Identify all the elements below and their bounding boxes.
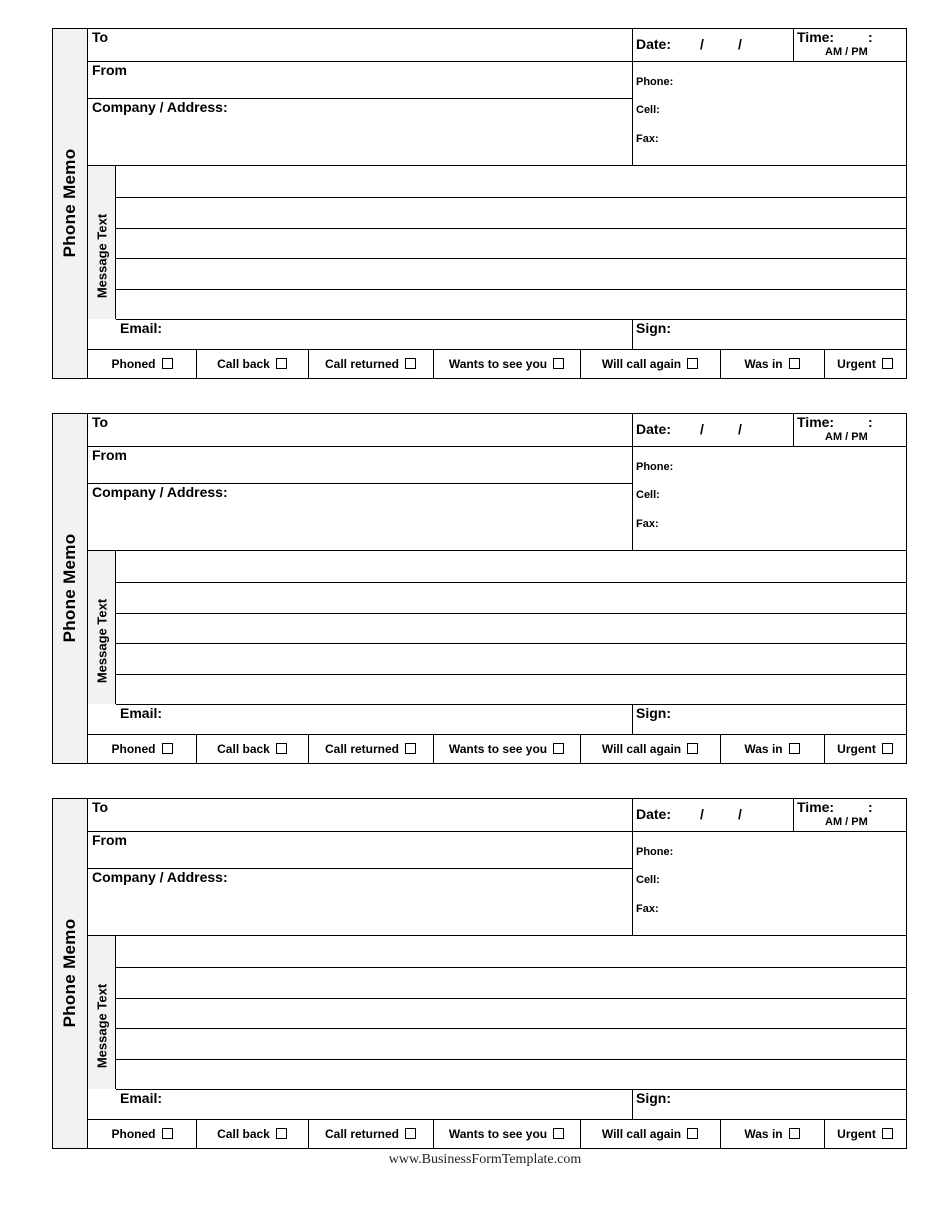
to-divider — [88, 61, 633, 62]
email-divider — [116, 1089, 906, 1090]
cell-field[interactable]: Cell: — [636, 104, 660, 116]
checkbox-label: Call back — [217, 1126, 270, 1141]
company-address-field[interactable]: Company / Address: — [92, 484, 228, 500]
to-field[interactable]: To — [92, 799, 109, 815]
checkbox-square-icon[interactable] — [405, 743, 416, 754]
header-bottom-divider — [88, 935, 906, 936]
header-bottom-divider — [88, 550, 906, 551]
date-divider — [632, 446, 906, 447]
header-bottom-divider — [88, 165, 906, 166]
checkbox-square-icon[interactable] — [276, 743, 287, 754]
from-field[interactable]: From — [92, 447, 127, 463]
checkbox-label: Call back — [217, 741, 270, 756]
checkbox-square-icon[interactable] — [882, 1128, 893, 1139]
to-divider — [88, 831, 633, 832]
time-separator: : — [868, 799, 873, 815]
checkbox-call-back[interactable] — [196, 1119, 308, 1148]
sign-field[interactable]: Sign: — [636, 1090, 671, 1106]
checkbox-square-icon[interactable] — [687, 1128, 698, 1139]
time-separator: : — [868, 29, 873, 45]
checkbox-square-icon[interactable] — [687, 743, 698, 754]
checkbox-label: Phoned — [111, 356, 156, 371]
checkbox-phoned[interactable] — [88, 349, 196, 378]
sign-divider — [632, 704, 633, 734]
checkbox-urgent[interactable] — [824, 1119, 906, 1148]
time-field[interactable]: Time: — [797, 29, 835, 45]
fax-field[interactable]: Fax: — [636, 518, 659, 530]
message-line — [116, 674, 906, 675]
am-pm-label: AM / PM — [825, 46, 868, 58]
message-line — [116, 1059, 906, 1060]
checkbox-label: Will call again — [601, 356, 682, 371]
date-field[interactable]: Date: — [636, 421, 672, 437]
checkbox-label: Was in — [744, 741, 783, 756]
checkbox-label: Wants to see you — [448, 1126, 548, 1141]
checkbox-will-call-again[interactable] — [580, 734, 720, 763]
date-field[interactable]: Date: — [636, 806, 672, 822]
message-line — [116, 228, 906, 229]
checkbox-square-icon[interactable] — [276, 358, 287, 369]
date-separator: / — [738, 421, 742, 437]
checkbox-label: Urgent — [837, 356, 876, 371]
time-field[interactable]: Time: — [797, 799, 835, 815]
message-line — [116, 197, 906, 198]
checkbox-square-icon[interactable] — [789, 1128, 800, 1139]
cell-field[interactable]: Cell: — [636, 489, 660, 501]
email-divider — [116, 704, 906, 705]
am-pm-label: AM / PM — [825, 431, 868, 443]
from-field[interactable]: From — [92, 832, 127, 848]
message-side-panel — [88, 551, 116, 704]
email-field[interactable]: Email: — [120, 1090, 163, 1106]
company-address-field[interactable]: Company / Address: — [92, 869, 228, 885]
message-line — [116, 998, 906, 999]
checkbox-phoned[interactable] — [88, 1119, 196, 1148]
phone-memo-form — [52, 413, 907, 764]
message-side-panel — [88, 166, 116, 319]
checkbox-call-returned[interactable] — [308, 1119, 433, 1148]
checkbox-label: Urgent — [837, 1126, 876, 1141]
checkbox-square-icon[interactable] — [882, 358, 893, 369]
checkbox-square-icon[interactable] — [162, 358, 173, 369]
message-text-label: Message Text — [94, 598, 110, 684]
am-pm-label: AM / PM — [825, 816, 868, 828]
to-field[interactable]: To — [92, 414, 109, 430]
sign-field[interactable]: Sign: — [636, 705, 671, 721]
checkbox-square-icon[interactable] — [162, 743, 173, 754]
memo-side-panel — [53, 799, 88, 1148]
checkbox-call-returned[interactable] — [308, 734, 433, 763]
checkbox-square-icon[interactable] — [687, 358, 698, 369]
checkbox-call-back[interactable] — [196, 734, 308, 763]
message-line — [116, 1028, 906, 1029]
checkbox-call-returned[interactable] — [308, 349, 433, 378]
checkbox-urgent[interactable] — [824, 349, 906, 378]
phone-field[interactable]: Phone: — [636, 76, 674, 88]
date-divider — [632, 831, 906, 832]
checkbox-label: Was in — [744, 1126, 783, 1141]
email-field[interactable]: Email: — [120, 705, 163, 721]
email-field[interactable]: Email: — [120, 320, 163, 336]
checkbox-will-call-again[interactable] — [580, 1119, 720, 1148]
date-divider — [632, 61, 906, 62]
message-line — [116, 967, 906, 968]
sign-divider — [632, 1089, 633, 1119]
memo-side-panel — [53, 414, 88, 763]
from-field[interactable]: From — [92, 62, 127, 78]
checkbox-will-call-again[interactable] — [580, 349, 720, 378]
sign-field[interactable]: Sign: — [636, 320, 671, 336]
date-separator: / — [700, 806, 704, 822]
checkbox-square-icon[interactable] — [162, 1128, 173, 1139]
to-field[interactable]: To — [92, 29, 109, 45]
checkbox-label: Call returned — [324, 741, 399, 756]
memo-title: Phone Memo — [60, 918, 79, 1028]
message-line — [116, 613, 906, 614]
checkbox-label: Will call again — [601, 1126, 682, 1141]
checkbox-label: Call returned — [324, 1126, 399, 1141]
checkbox-label: Phoned — [111, 741, 156, 756]
checkbox-square-icon[interactable] — [789, 358, 800, 369]
date-separator: / — [700, 36, 704, 52]
checkbox-wants-to-see-you[interactable] — [433, 734, 580, 763]
checkbox-square-icon[interactable] — [553, 1128, 564, 1139]
phone-field[interactable]: Phone: — [636, 846, 674, 858]
email-divider — [116, 319, 906, 320]
checkbox-square-icon[interactable] — [405, 358, 416, 369]
checkbox-wants-to-see-you[interactable] — [433, 1119, 580, 1148]
phone-memo-form — [52, 798, 907, 1149]
checkbox-label: Wants to see you — [448, 741, 548, 756]
sign-divider — [632, 319, 633, 349]
time-divider — [793, 799, 794, 832]
to-divider — [88, 446, 633, 447]
memo-side-panel — [53, 29, 88, 378]
date-separator: / — [700, 421, 704, 437]
checkbox-wants-to-see-you[interactable] — [433, 349, 580, 378]
checkbox-square-icon[interactable] — [553, 743, 564, 754]
checkbox-was-in[interactable] — [720, 734, 824, 763]
time-field[interactable]: Time: — [797, 414, 835, 430]
checkbox-urgent[interactable] — [824, 734, 906, 763]
memo-title: Phone Memo — [60, 148, 79, 258]
checkbox-square-icon[interactable] — [789, 743, 800, 754]
date-field[interactable]: Date: — [636, 36, 672, 52]
checkbox-label: Was in — [744, 356, 783, 371]
checkbox-square-icon[interactable] — [553, 358, 564, 369]
time-divider — [793, 29, 794, 62]
footer-website: www.BusinessFormTemplate.com — [388, 1152, 582, 1167]
time-separator: : — [868, 414, 873, 430]
date-separator: / — [738, 806, 742, 822]
phone-field[interactable]: Phone: — [636, 461, 674, 473]
checkbox-phoned[interactable] — [88, 734, 196, 763]
message-line — [116, 258, 906, 259]
checkbox-label: Urgent — [837, 741, 876, 756]
checkbox-label: Wants to see you — [448, 356, 548, 371]
message-text-label: Message Text — [94, 213, 110, 299]
message-line — [116, 643, 906, 644]
checkbox-label: Call back — [217, 356, 270, 371]
checkbox-label: Phoned — [111, 1126, 156, 1141]
checkbox-square-icon[interactable] — [276, 1128, 287, 1139]
checkbox-was-in[interactable] — [720, 349, 824, 378]
phone-memo-form — [52, 28, 907, 379]
checkbox-square-icon[interactable] — [405, 1128, 416, 1139]
time-divider — [793, 414, 794, 447]
checkbox-label: Call returned — [324, 356, 399, 371]
fax-field[interactable]: Fax: — [636, 133, 659, 145]
message-line — [116, 289, 906, 290]
date-separator: / — [738, 36, 742, 52]
message-line — [116, 582, 906, 583]
message-side-panel — [88, 936, 116, 1089]
memo-title: Phone Memo — [60, 533, 79, 643]
checkbox-was-in[interactable] — [720, 1119, 824, 1148]
cell-field[interactable]: Cell: — [636, 874, 660, 886]
fax-field[interactable]: Fax: — [636, 903, 659, 915]
message-text-label: Message Text — [94, 983, 110, 1069]
company-address-field[interactable]: Company / Address: — [92, 99, 228, 115]
checkbox-square-icon[interactable] — [882, 743, 893, 754]
checkbox-label: Will call again — [601, 741, 682, 756]
checkbox-call-back[interactable] — [196, 349, 308, 378]
